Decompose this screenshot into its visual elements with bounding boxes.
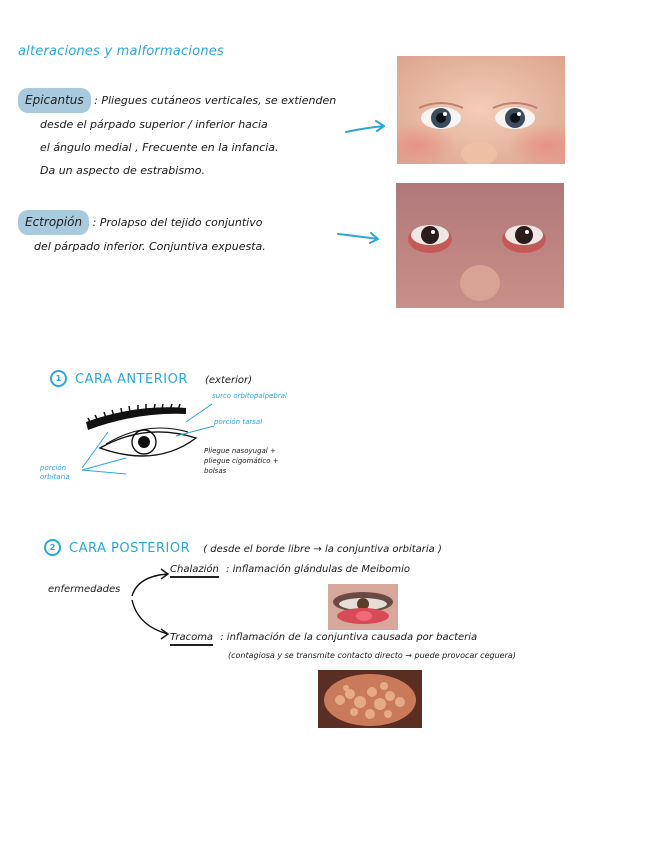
anterior-title: CARA ANTERIOR	[75, 372, 188, 387]
anterior-subtitle: (exterior)	[205, 375, 253, 386]
eyelid-diagram	[36, 392, 266, 492]
chalazion-term: Chalazión	[170, 564, 219, 578]
tracoma-term: Tracoma	[170, 632, 213, 646]
section-number-1: 1	[50, 370, 67, 387]
arrow-right-icon	[336, 226, 382, 246]
tracoma-row	[170, 632, 477, 643]
epicantus-term: Epicantus	[18, 88, 91, 113]
arrow-right-icon	[344, 118, 388, 138]
posterior-rest: ( desde el borde libre → la conjuntiva orbitaria )	[203, 544, 442, 555]
epicantus-photo	[397, 56, 565, 164]
posterior-header	[44, 537, 644, 556]
enfermedades-label: enfermedades	[48, 584, 121, 595]
chalazion-photo	[328, 584, 398, 630]
tracoma-text: : inflamación de la conjuntiva causada por bacteria	[220, 632, 478, 643]
label-surco: surco orbitopalpebral	[212, 392, 287, 400]
page-title: alteraciones y malformaciones	[18, 44, 224, 59]
anterior-header	[50, 368, 252, 387]
section-number-2: 2	[44, 539, 61, 556]
fold-labels	[204, 446, 279, 476]
label-orbitaria-2: orbitaria	[40, 473, 70, 481]
epicantus-line-1: : Pliegues cutáneos verticales, se extienden	[94, 94, 337, 107]
ectropion-line-2: del párpado inferior. Conjuntiva expuesta.	[34, 240, 266, 253]
fold-line-1: Pliegue nasoyugal +	[204, 447, 276, 455]
posterior-title: CARA POSTERIOR	[69, 541, 191, 556]
tracoma-note: (contagiosa y se transmite contacto directo → puede provocar ceguera)	[228, 651, 516, 660]
ectropion-line-1: : Prolapso del tejido conjuntivo	[92, 216, 263, 229]
epicantus-line-4: Da un aspecto de estrabismo.	[40, 164, 205, 177]
chalazion-text: : inflamación glándulas de Meibomio	[226, 564, 410, 575]
fold-line-2: pliegue cigomático +	[204, 457, 279, 465]
epicantus-line-3: el ángulo medial , Frecuente en la infancia.	[40, 141, 279, 154]
epicantus-block	[18, 88, 358, 182]
label-orbitaria-1: porción	[40, 464, 67, 472]
ectropion-photo	[396, 183, 564, 308]
ectropion-block	[18, 210, 348, 258]
fold-line-3: bolsas	[204, 467, 227, 475]
epicantus-line-2: desde el párpado superior / inferior hacia	[40, 118, 268, 131]
label-tarsal: porción tarsal	[214, 418, 263, 426]
ectropion-term: Ectropión	[18, 210, 89, 235]
chalazion-row	[170, 564, 410, 575]
tracoma-photo	[318, 670, 422, 728]
